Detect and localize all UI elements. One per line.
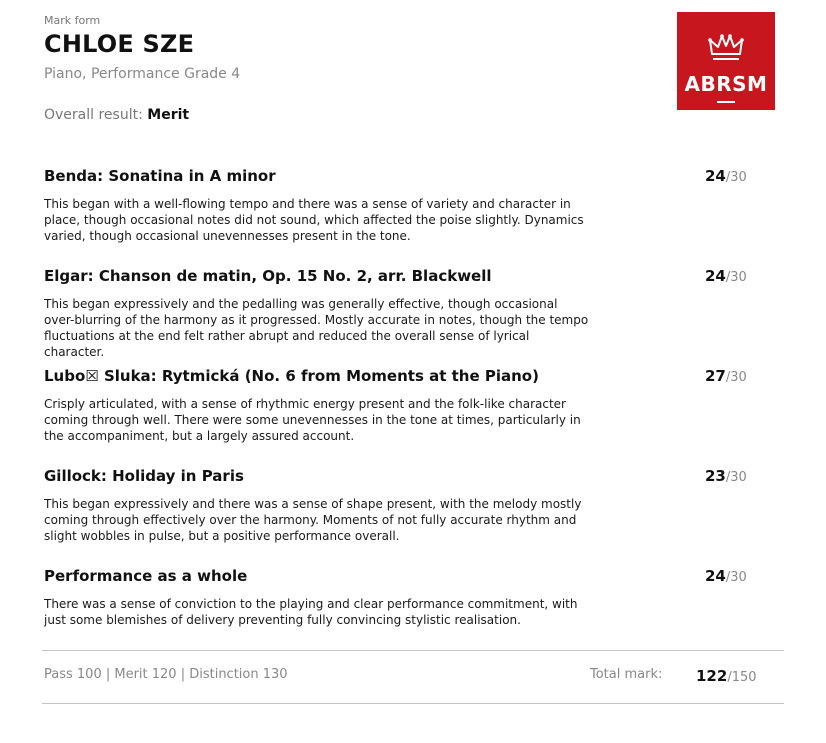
piece-2 (44, 266, 764, 360)
piece-comment: This began expressively and the pedalling was generally effective, though occasional over-blurring of the harmony as it progressed. Mostly accurate in notes, though the tempo fluctuations at the end felt rather abrupt and reduced the overall sense of lyrical character. (44, 297, 589, 359)
piece-comment: This began with a well-flowing tempo and there was a sense of variety and character in place, though occasional notes did not sound, which affected the poise slightly. Dynamics varied, though occasional unevennesses present in the tone. (44, 197, 584, 243)
score-value: 27 (705, 367, 726, 385)
piece-score (705, 566, 747, 588)
score-value: 23 (705, 467, 726, 485)
score-value: 24 (705, 267, 726, 285)
divider-top (42, 650, 784, 651)
exam-grade: Piano, Performance Grade 4 (44, 66, 241, 82)
score-max: /30 (725, 270, 747, 285)
candidate-name: CHLOE SZE (44, 30, 195, 58)
piece-title: Performance as a whole (44, 567, 248, 585)
piece-3 (44, 366, 764, 444)
overall-result (44, 107, 189, 123)
total-mark-label: Total mark: (590, 667, 663, 682)
logo-underline (717, 101, 735, 103)
piece-1 (44, 166, 764, 244)
piece-score (705, 166, 747, 188)
piece-title: Lubo☒ Sluka: Rytmická (No. 6 from Moments at the Piano) (44, 367, 539, 385)
piece-5 (44, 566, 764, 628)
overall-result-label: Overall result: (44, 107, 143, 123)
score-max: /30 (725, 170, 747, 185)
grade-thresholds: Pass 100 | Merit 120 | Distinction 130 (44, 667, 288, 682)
piece-score (705, 366, 747, 388)
piece-comment: There was a sense of conviction to the playing and clear performance commitment, with just some blemishes of delivery preventing fully convincing stylistic realisation. (44, 597, 578, 627)
piece-title: Gillock: Holiday in Paris (44, 467, 244, 485)
score-max: /30 (725, 470, 747, 485)
piece-score (705, 266, 747, 288)
abrsm-logo-text: ABRSM (684, 72, 768, 96)
abrsm-logo (677, 12, 775, 110)
piece-4 (44, 466, 764, 544)
piece-comment: Crisply articulated, with a sense of rhythmic energy present and the folk-like character coming through well. There were some unevennesses in the tone at times, particularly in the accompaniment, but a largely assured account. (44, 397, 581, 443)
piece-comment: This began expressively and there was a sense of shape present, with the melody mostly coming through effectively over the harmony. Moments of not fully accurate rhythm and slight wobbles in pulse, but a positive performance overall. (44, 497, 582, 543)
total-mark (696, 667, 757, 685)
total-score: 122 (696, 667, 728, 685)
overall-result-value: Merit (147, 107, 190, 123)
crown-icon (708, 32, 744, 62)
score-max: /30 (725, 370, 747, 385)
divider-bottom (42, 703, 784, 704)
total-max: /150 (727, 670, 757, 685)
piece-score (705, 466, 747, 488)
piece-title: Elgar: Chanson de matin, Op. 15 No. 2, arr. Blackwell (44, 267, 492, 285)
score-value: 24 (705, 167, 726, 185)
score-max: /30 (725, 570, 747, 585)
form-label: Mark form (44, 14, 101, 27)
score-value: 24 (705, 567, 726, 585)
piece-title: Benda: Sonatina in A minor (44, 167, 276, 185)
